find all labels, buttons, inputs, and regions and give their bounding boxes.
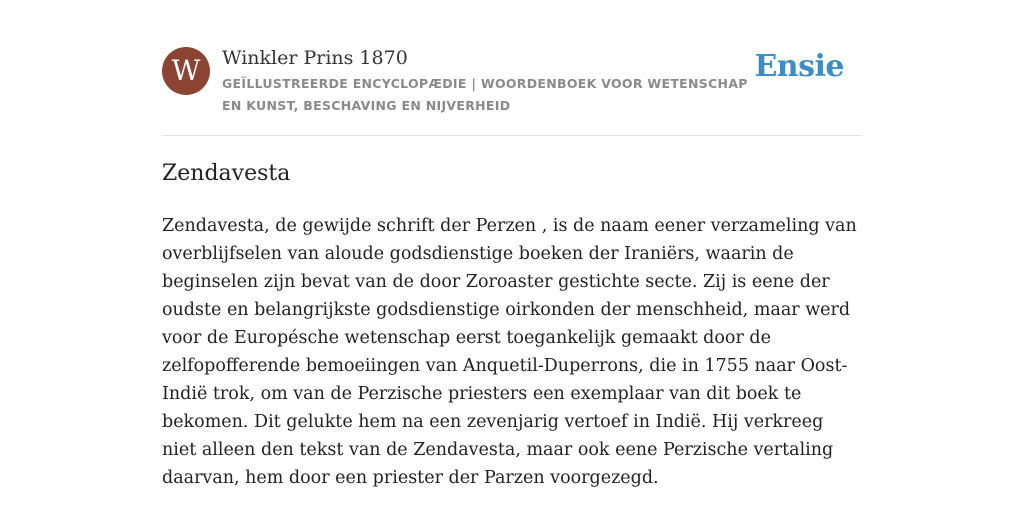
ensie-logo[interactable]: Ensie: [754, 49, 844, 84]
header-divider: [162, 135, 862, 136]
source-avatar[interactable]: W: [162, 47, 210, 95]
source-title[interactable]: Winkler Prins 1870: [222, 47, 408, 69]
entry-title: Zendavesta: [162, 161, 291, 186]
entry-body: Zendavesta, de gewijde schrift der Perzen , is de naam eener verzameling van overblijfselen van aloude godsdienstige boeken der Iraniërs, waarin de beginselen zijn bevat van de door Zoroaster gestichte secte. Zij is eene der oudste en belangrijkste godsdienstige oirkonden der menschheid, maar werd voor de Europésche wetenschap eerst toegankelijk gemaakt door de zelfopofferende bemoeiingen van Anquetil-Duperrons, die in 1755 naar Oost-Indië trok, om van de Perzische priesters een exemplaar van dit boek te bekomen. Dit gelukte hem na een zevenjarig vertoef in Indië. Hij verkreeg niet alleen den tekst van de Zendavesta, maar ook eene Perzische vertaling daarvan, hem door een priester der Parzen voorgezegd.: [162, 216, 857, 488]
source-info: [222, 44, 762, 117]
source-subtitle: GEÏLLUSTREERDE ENCYCLOPÆDIE | WOORDENBOEK VOOR WETENSCHAP EN KUNST, BESCHAVING EN NIJVERHEID: [222, 76, 748, 113]
source-header: [162, 44, 862, 116]
